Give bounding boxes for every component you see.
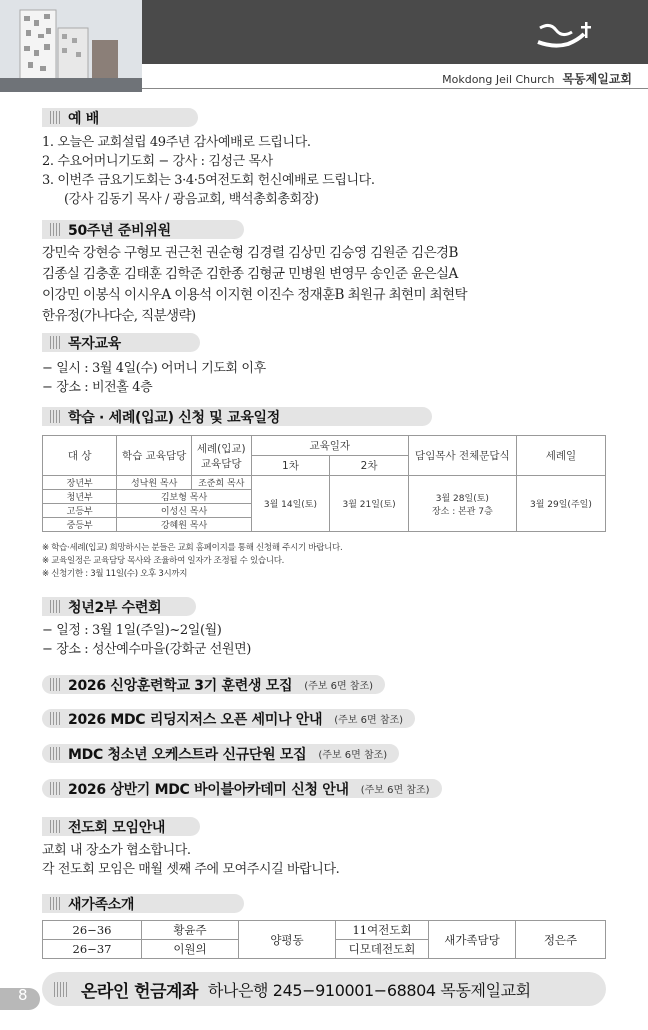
member-number: 26−37 bbox=[43, 940, 142, 959]
dept-cell: 장년부 bbox=[43, 476, 117, 490]
church-building-photo bbox=[0, 0, 142, 92]
bars-icon bbox=[50, 712, 62, 725]
dept-cell: 청년부 bbox=[43, 490, 117, 504]
notice-ref: (주보 6면 참조) bbox=[355, 780, 436, 797]
table-row bbox=[43, 476, 606, 490]
newfamily-table bbox=[42, 920, 606, 959]
committee-line: 한유정(가나다순, 직분생략) bbox=[42, 308, 196, 324]
section-title: 예 배 bbox=[68, 110, 100, 127]
youth-line-1: − 일정 : 3월 1일(주일)~2일(월) bbox=[42, 623, 222, 638]
worship-line-4: (강사 김동기 목사 / 광음교회, 백석총회총회장) bbox=[64, 192, 319, 207]
notice-title: MDC 청소년 오케스트라 신규단원 모집 bbox=[68, 746, 307, 763]
header-divider bbox=[142, 88, 648, 89]
church-name bbox=[442, 70, 632, 87]
committee-line: 김종실 김충훈 김태훈 김학준 김한종 김형균 민병원 변영무 송인준 윤은실A bbox=[42, 266, 458, 282]
notice-orchestra bbox=[42, 744, 399, 763]
building-illustration bbox=[0, 0, 142, 92]
notice-reading-jesus bbox=[42, 709, 415, 728]
bars-icon bbox=[50, 223, 62, 236]
manager-label: 새가족담당 bbox=[429, 921, 516, 959]
worship-line-1: 1. 오늘은 교회설립 49주년 감사예배로 드립니다. bbox=[42, 135, 311, 150]
study-cell: 성낙원 목사 bbox=[117, 476, 191, 490]
member-name: 황윤주 bbox=[142, 921, 239, 940]
dept-cell: 고등부 bbox=[43, 504, 117, 518]
manager-name: 정은주 bbox=[516, 921, 606, 959]
first-date: 3월 14일(토) bbox=[251, 476, 330, 532]
bars-icon bbox=[50, 897, 62, 910]
bars-icon bbox=[50, 820, 62, 833]
notice-ref: (주보 6면 참조) bbox=[298, 676, 379, 693]
section-youth bbox=[42, 597, 196, 616]
col-target: 대 상 bbox=[43, 436, 117, 476]
bars-icon bbox=[50, 336, 62, 349]
interview-cell bbox=[408, 476, 516, 532]
col-interview: 담임목사 전체문답식 bbox=[408, 436, 516, 476]
worship-line-2: 2. 수요어머니기도회 − 강사 : 김성근 목사 bbox=[42, 154, 273, 169]
notice-ref: (주보 6면 참조) bbox=[312, 745, 393, 762]
section-worship bbox=[42, 108, 198, 127]
staff-cell: 이성신 목사 bbox=[117, 504, 251, 518]
notice-ref: (주보 6면 참조) bbox=[328, 710, 409, 727]
section-mission bbox=[42, 817, 200, 836]
section-edu bbox=[42, 407, 432, 426]
offering-account-bar bbox=[42, 972, 606, 1006]
dept-cell: 중등부 bbox=[43, 518, 117, 532]
worship-line-3: 3. 이번주 금요기도회는 3·4·5여전도회 헌신예배로 드립니다. bbox=[42, 173, 375, 188]
notice-title: 2026 상반기 MDC 바이블아카데미 신청 안내 bbox=[68, 781, 349, 798]
member-area: 양평동 bbox=[239, 921, 336, 959]
baptism-date: 3월 29일(주일) bbox=[516, 476, 605, 532]
committee-names bbox=[42, 243, 632, 327]
section-title: 청년2부 수련회 bbox=[68, 599, 162, 616]
section-title: 50주년 준비위원 bbox=[68, 222, 171, 239]
col-baptism-staff: 세례(입교) 교육담당 bbox=[191, 436, 251, 476]
offering-label: 온라인 헌금계좌 bbox=[81, 981, 198, 1002]
staff-cell: 강혜원 목사 bbox=[117, 518, 251, 532]
church-logo-icon bbox=[536, 18, 598, 54]
youth-line-2: − 장소 : 성산예수마을(강화군 선원면) bbox=[42, 642, 251, 657]
mission-line-2: 각 전도회 모임은 매월 셋째 주에 모여주시길 바랍니다. bbox=[42, 862, 340, 877]
notice-title: 2026 MDC 리딩지저스 오픈 세미나 안내 bbox=[68, 711, 323, 728]
second-date: 3월 21일(토) bbox=[330, 476, 409, 532]
interview-date: 3월 28일(토) bbox=[435, 493, 489, 504]
committee-line: 강민숙 강현승 구형모 권근천 권순형 김경렬 김상민 김승영 김원준 김은경B bbox=[42, 245, 458, 261]
interview-place: 장소 : 본관 7층 bbox=[431, 506, 493, 517]
col-study: 학습 교육담당 bbox=[117, 436, 191, 476]
bars-icon bbox=[50, 782, 62, 795]
member-number: 26−36 bbox=[43, 921, 142, 940]
section-committee bbox=[42, 220, 244, 239]
bars-icon bbox=[50, 747, 62, 760]
edu-note-3: ※ 신청기한 : 3월 11일(수) 오후 3시까지 bbox=[42, 569, 188, 579]
table-row bbox=[43, 921, 606, 940]
member-group: 11여전도회 bbox=[336, 921, 429, 940]
page-number: 8 bbox=[18, 986, 28, 1004]
mission-line-1: 교회 내 장소가 협소합니다. bbox=[42, 843, 191, 858]
bars-icon bbox=[54, 982, 67, 997]
section-pastor-edu bbox=[42, 333, 200, 352]
section-title: 새가족소개 bbox=[68, 896, 135, 913]
col-second: 2차 bbox=[330, 456, 409, 476]
baptism-cell: 조준희 목사 bbox=[191, 476, 251, 490]
bars-icon bbox=[50, 678, 62, 691]
col-schedule: 교육일자 bbox=[251, 436, 408, 456]
bars-icon bbox=[50, 111, 62, 124]
edu-note-1: ※ 학습·세례(입교) 희망하시는 분들은 교회 홈페이지를 통해 신청해 주시기 바랍니다. bbox=[42, 543, 343, 553]
member-group: 디모데전도회 bbox=[336, 940, 429, 959]
bars-icon bbox=[50, 410, 62, 423]
pastor-edu-line-2: − 장소 : 비전홀 4층 bbox=[42, 380, 153, 395]
member-name: 이원의 bbox=[142, 940, 239, 959]
section-title: 전도회 모임안내 bbox=[68, 819, 166, 836]
section-title: 학습 · 세례(입교) 신청 및 교육일정 bbox=[68, 409, 280, 426]
bars-icon bbox=[50, 600, 62, 613]
notice-bible-academy bbox=[42, 779, 442, 798]
col-baptism-day: 세례일 bbox=[516, 436, 605, 476]
church-name-ko: 목동제일교회 bbox=[562, 72, 632, 86]
edu-schedule-table bbox=[42, 435, 606, 532]
church-name-en: Mokdong Jeil Church bbox=[442, 73, 555, 86]
section-newfamily bbox=[42, 894, 244, 913]
notice-title: 2026 신앙훈련학교 3기 훈련생 모집 bbox=[68, 677, 293, 694]
offering-account: 하나은행 245−910001−68804 목동제일교회 bbox=[207, 980, 531, 1000]
pastor-edu-line-1: − 일시 : 3월 4일(수) 어머니 기도회 이후 bbox=[42, 361, 266, 376]
notice-training-school bbox=[42, 675, 385, 694]
section-title: 목자교육 bbox=[68, 335, 121, 352]
staff-cell: 김보형 목사 bbox=[117, 490, 251, 504]
edu-note-2: ※ 교육일정은 교육담당 목사와 조율하여 일자가 조정될 수 있습니다. bbox=[42, 556, 285, 566]
col-first: 1차 bbox=[251, 456, 330, 476]
header-band bbox=[142, 0, 648, 64]
committee-line: 이강민 이봉식 이시우A 이용석 이지현 이진수 정재훈B 최원규 최현미 최현탁 bbox=[42, 287, 467, 303]
